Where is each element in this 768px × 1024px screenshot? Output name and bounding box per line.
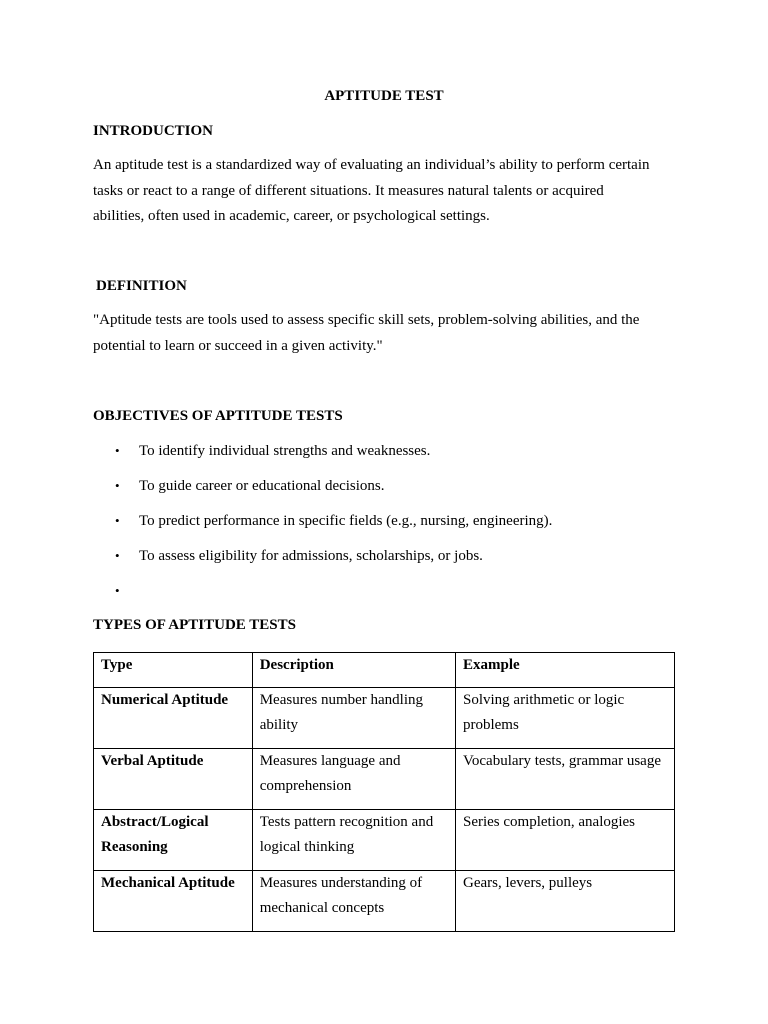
type-cell: Mechanical Aptitude bbox=[94, 871, 253, 932]
list-item-text: To assess eligibility for admissions, scholarships, or jobs. bbox=[139, 548, 483, 564]
table-row bbox=[94, 749, 675, 810]
types-heading: TYPES OF APTITUDE TESTS bbox=[93, 617, 296, 633]
bullet-icon: • bbox=[115, 583, 120, 598]
definition-line: potential to learn or succeed in a given activity." bbox=[93, 337, 383, 354]
column-header-example: Example bbox=[455, 653, 674, 688]
example-cell: Vocabulary tests, grammar usage bbox=[455, 749, 674, 810]
introduction-line: abilities, often used in academic, career, or psychological settings. bbox=[93, 208, 490, 224]
column-header-description: Description bbox=[252, 653, 455, 688]
list-item-text: To predict performance in specific fields (e.g., nursing, engineering). bbox=[139, 513, 553, 529]
definition-heading: DEFINITION bbox=[96, 278, 187, 294]
bullet-icon: • bbox=[115, 443, 120, 458]
bullet-icon: • bbox=[115, 478, 120, 493]
definition-paragraph bbox=[93, 308, 683, 359]
example-cell: Gears, levers, pulleys bbox=[455, 871, 674, 932]
example-cell: Series completion, analogies bbox=[455, 810, 674, 871]
list-item bbox=[93, 547, 552, 582]
type-cell: Numerical Aptitude bbox=[94, 688, 253, 749]
introduction-line: An aptitude test is a standardized way of evaluating an individual’s ability to perform certain bbox=[93, 157, 650, 173]
type-cell: Abstract/Logical Reasoning bbox=[94, 810, 253, 871]
list-item-text: To guide career or educational decisions. bbox=[139, 478, 385, 494]
table-row bbox=[94, 810, 675, 871]
table-header-row bbox=[94, 653, 675, 688]
introduction-line: tasks or react to a range of different situations. It measures natural talents or acquired bbox=[93, 182, 604, 199]
list-item-text: To identify individual strengths and weaknesses. bbox=[139, 443, 431, 459]
table-row bbox=[94, 871, 675, 932]
introduction-heading: INTRODUCTION bbox=[93, 123, 214, 139]
description-cell: Measures understanding of mechanical concepts bbox=[252, 871, 455, 932]
type-cell: Verbal Aptitude bbox=[94, 749, 253, 810]
introduction-paragraph bbox=[93, 153, 683, 230]
types-table bbox=[93, 652, 675, 932]
description-cell: Tests pattern recognition and logical thinking bbox=[252, 810, 455, 871]
description-cell: Measures number handling ability bbox=[252, 688, 455, 749]
page-title: APTITUDE TEST bbox=[324, 88, 444, 104]
list-item bbox=[93, 512, 552, 547]
list-item bbox=[93, 477, 552, 512]
example-cell: Solving arithmetic or logic problems bbox=[455, 688, 674, 749]
objectives-list bbox=[93, 442, 552, 617]
bullet-icon: • bbox=[115, 513, 120, 528]
objectives-heading: OBJECTIVES OF APTITUDE TESTS bbox=[93, 408, 343, 424]
column-header-type: Type bbox=[94, 653, 253, 688]
list-item bbox=[93, 442, 552, 477]
description-cell: Measures language and comprehension bbox=[252, 749, 455, 810]
bullet-icon: • bbox=[115, 548, 120, 563]
table-row bbox=[94, 688, 675, 749]
list-item bbox=[93, 582, 552, 617]
definition-line: "Aptitude tests are tools used to assess specific skill sets, problem-solving abilities, and the bbox=[93, 312, 640, 328]
